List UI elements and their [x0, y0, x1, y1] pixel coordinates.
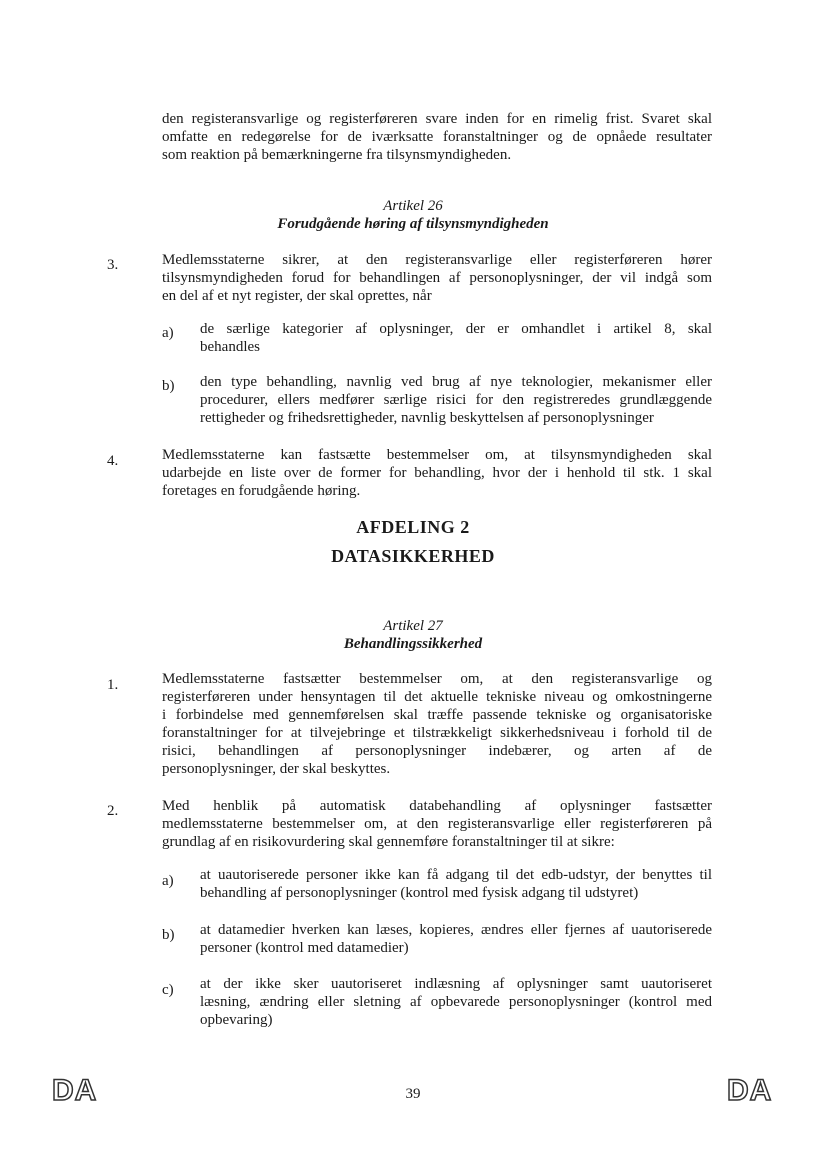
- item-line: at uautoriserede personer ikke kan få adgang til det edb-udstyr, der benyttes til: [200, 867, 712, 883]
- page-number: 39: [405, 1086, 421, 1102]
- paragraph-line: Med henblik på automatisk databehandling af oplysninger fastsætter: [162, 798, 712, 814]
- language-code-right: DA: [727, 1074, 773, 1107]
- paragraph-line: en del af et nyt register, der skal oprettes, når: [162, 288, 432, 304]
- article-27-number: Artikel 27: [383, 618, 443, 634]
- paragraph-line: foretages en forudgående høring.: [162, 483, 361, 499]
- item-line: at datamedier hverken kan læses, kopieres, ændres eller fjernes af uautoriserede: [200, 922, 712, 938]
- item-line: behandles: [200, 339, 260, 355]
- paragraph-line: i forbindelse med gennemførelsen skal træffe passende tekniske og organisatoriske: [162, 707, 712, 723]
- item-label: b): [162, 927, 175, 943]
- paragraph-line: registerføreren under hensyntagen til det aktuelle tekniske niveau og omkostningerne: [162, 689, 712, 705]
- item-label: a): [162, 873, 174, 889]
- item-line: behandling af personoplysninger (kontrol med fysisk adgang til udstyret): [200, 885, 639, 901]
- article-26-number: Artikel 26: [383, 198, 443, 214]
- intro-line-3: som reaktion på bemærkningerne fra tilsynsmyndigheden.: [162, 147, 512, 163]
- article-26-title: Forudgående høring af tilsynsmyndigheden: [277, 216, 549, 232]
- item-line: personer (kontrol med datamedier): [200, 940, 409, 956]
- section-heading-title: DATASIKKERHED: [331, 546, 495, 566]
- paragraph-line: grundlag af en risikovurdering skal gennemføre foranstaltninger til at sikre:: [162, 834, 615, 850]
- item-line: opbevaring): [200, 1012, 273, 1028]
- paragraph-number: 2.: [107, 803, 119, 819]
- paragraph-line: udarbejde en liste over de former for behandling, hvor der i henhold til stk. 1 skal: [162, 465, 712, 481]
- paragraph-line: Medlemsstaterne sikrer, at den registeransvarlige eller registerføreren hører: [162, 252, 712, 268]
- intro-line-1: den registeransvarlige og registerføreren svare inden for en rimelig frist. Svaret skal: [162, 111, 712, 127]
- paragraph-number: 4.: [107, 453, 119, 469]
- item-line: rettigheder og frihedsrettigheder, navnlig beskyttelsen af personoplysninger: [200, 410, 654, 426]
- article-27-title: Behandlingssikkerhed: [343, 636, 483, 652]
- item-line: procedurer, ellers medfører særlige risici for den registreredes grundlæggende: [200, 392, 712, 408]
- paragraph-line: personoplysninger, der skal beskyttes.: [162, 761, 391, 777]
- paragraph-line: medlemsstaterne bestemmelser om, at den registeransvarlige eller registerføreren på: [162, 816, 712, 832]
- paragraph-line: tilsynsmyndigheden forud for behandlingen af personoplysninger, der vil indgå som: [162, 270, 712, 286]
- item-line: den type behandling, navnlig ved brug af nye teknologier, mekanismer eller: [200, 374, 712, 390]
- language-code-left: DA: [52, 1074, 98, 1107]
- paragraph-line: Medlemsstaterne kan fastsætte bestemmelser om, at tilsynsmyndigheden skal: [162, 447, 712, 463]
- item-line: læsning, ændring eller sletning af opbevarede personoplysninger (kontrol med: [200, 994, 712, 1010]
- section-heading-number: AFDELING 2: [356, 517, 470, 537]
- intro-line-2: omfatte en redegørelse for de iværksatte foranstaltninger og de opnåede resultater: [162, 129, 712, 145]
- item-line: de særlige kategorier af oplysninger, der er omhandlet i artikel 8, skal: [200, 321, 712, 337]
- paragraph-line: Medlemsstaterne fastsætter bestemmelser om, at den registeransvarlige og: [162, 671, 712, 687]
- item-label: b): [162, 378, 175, 394]
- paragraph-number: 1.: [107, 677, 119, 693]
- item-label: a): [162, 325, 174, 341]
- paragraph-line: risici, behandlingen af personoplysninger indebærer, og arten af de: [162, 743, 712, 759]
- paragraph-number: 3.: [107, 257, 119, 273]
- item-line: at der ikke sker uautoriseret indlæsning af oplysninger samt uautoriseret: [200, 976, 712, 992]
- paragraph-line: foranstaltninger for at tilvejebringe et tilstrækkeligt sikkerhedsniveau i forhold til de: [162, 725, 712, 741]
- item-label: c): [162, 982, 174, 998]
